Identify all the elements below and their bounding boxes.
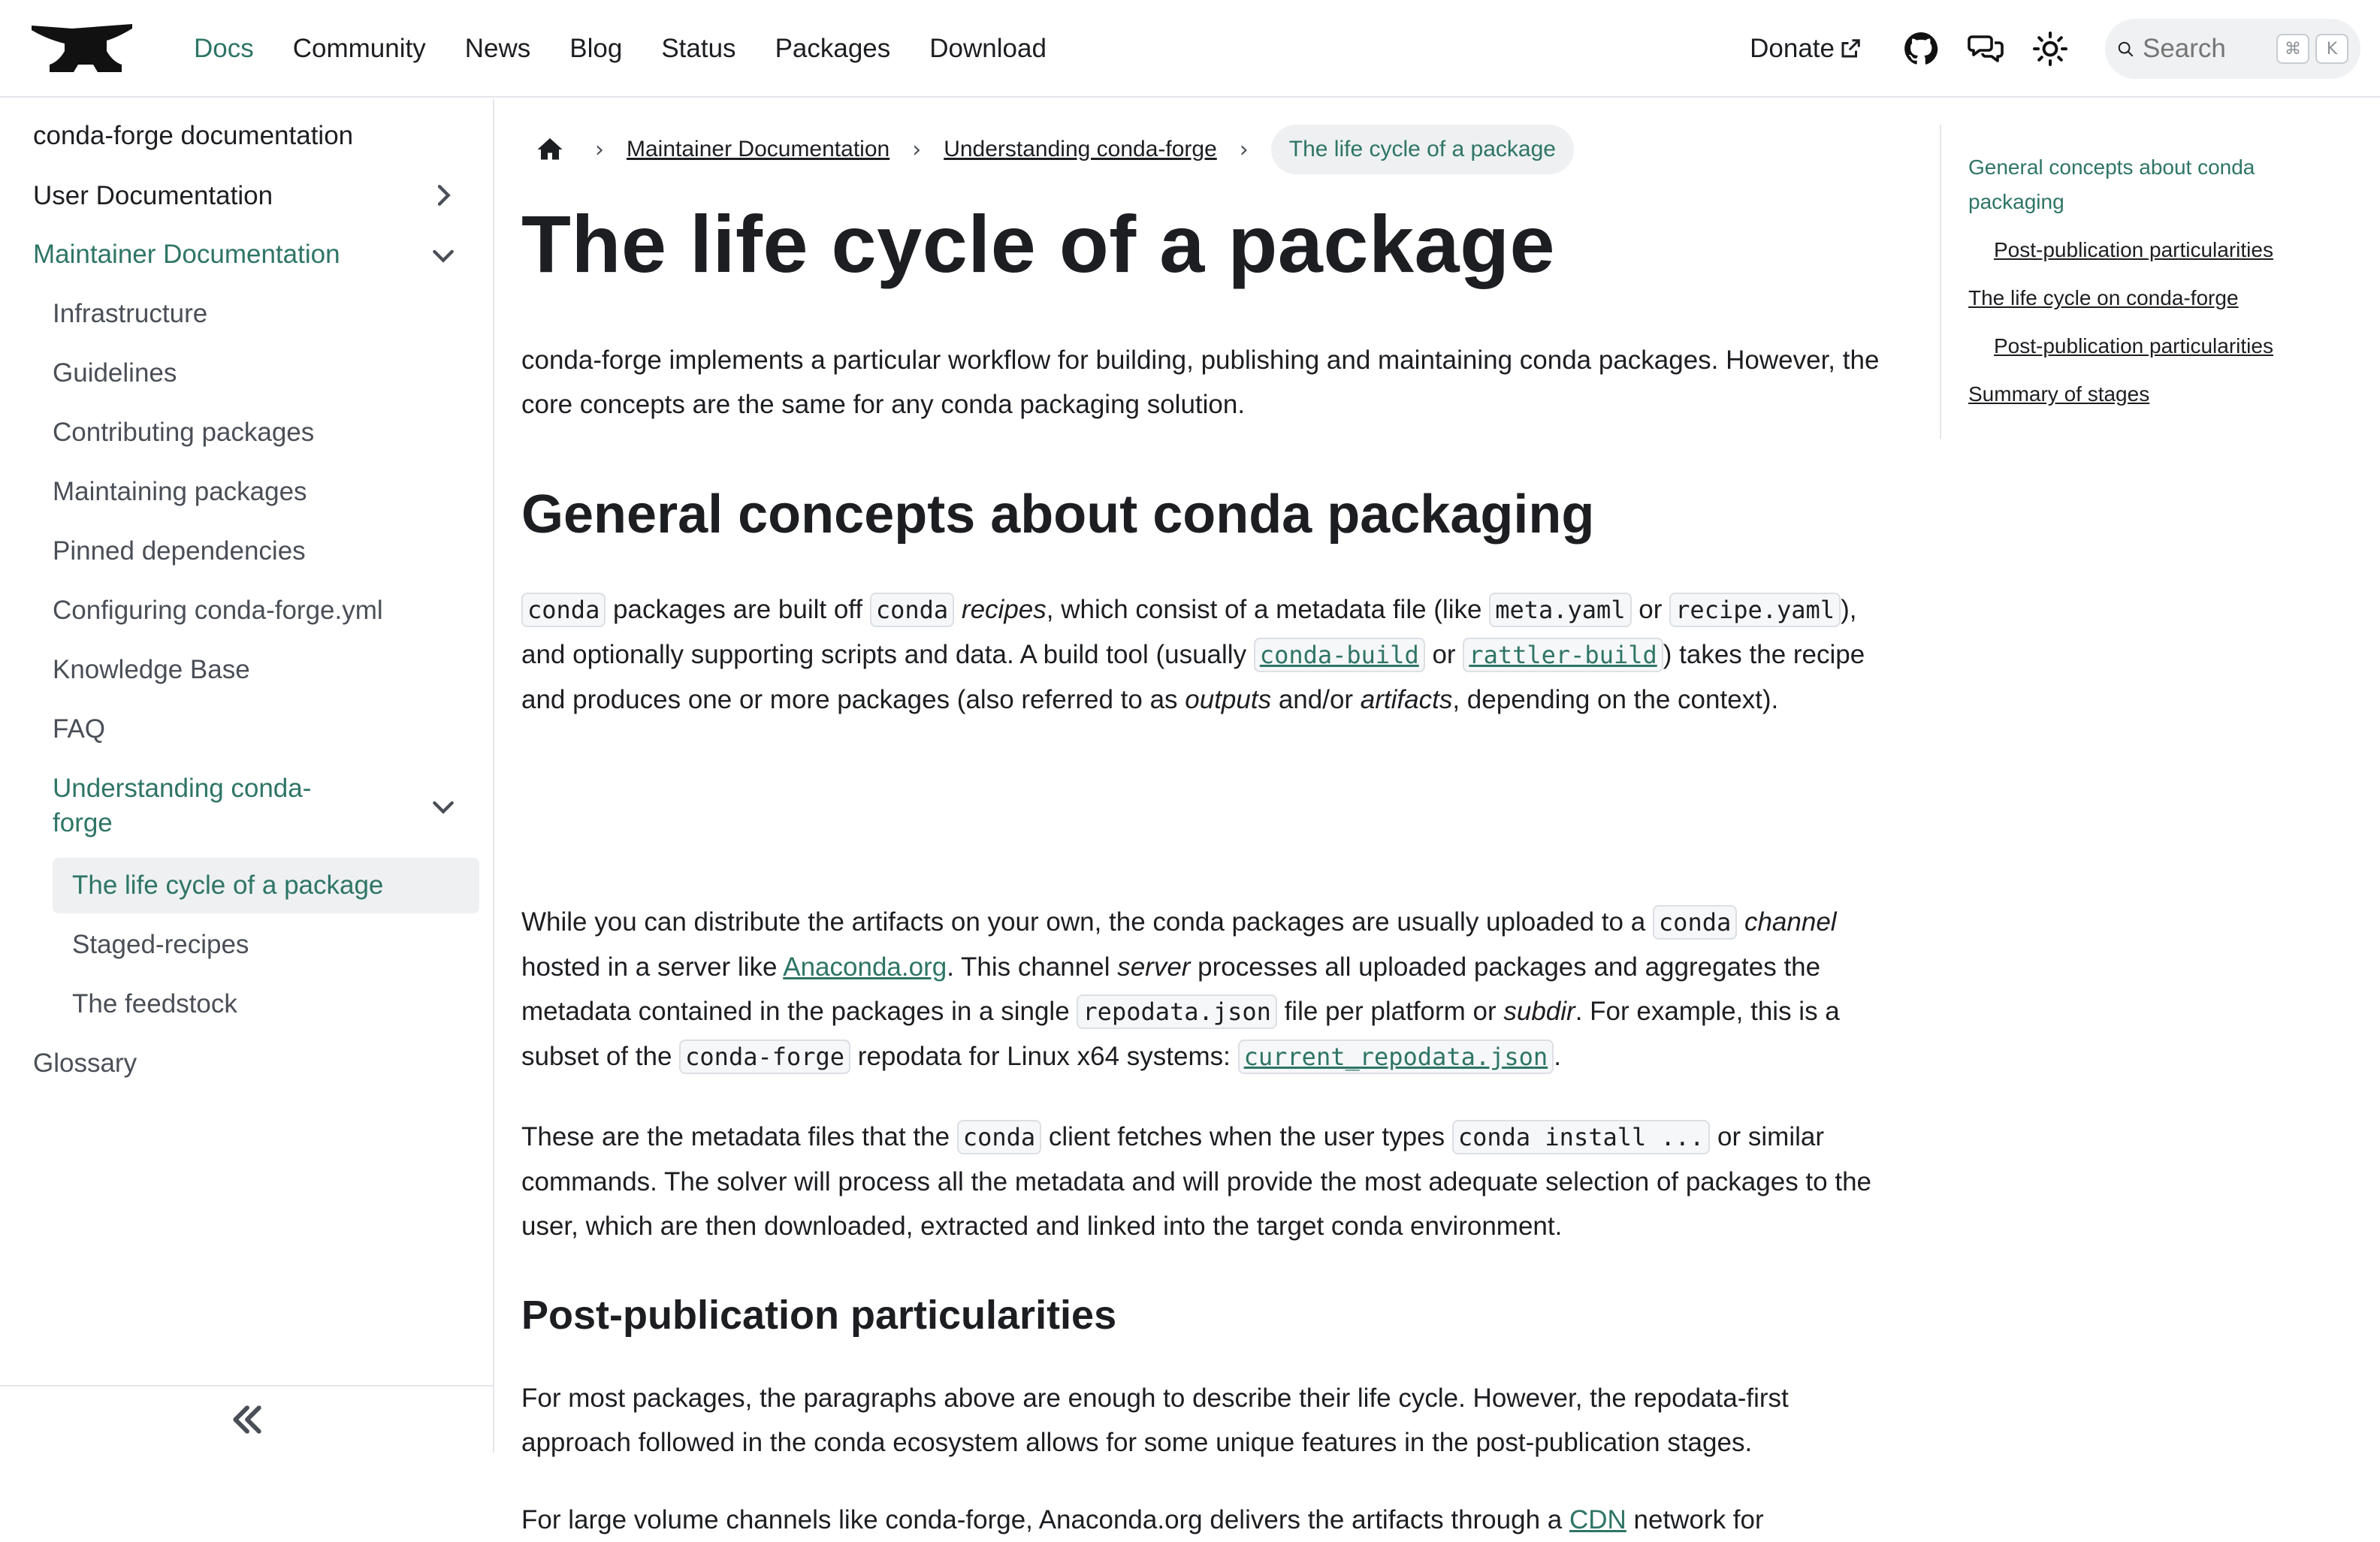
section-post-publication: Post-publication particularities <box>521 1293 1117 1338</box>
toc-life-cycle-conda-forge[interactable]: The life cycle on conda-forge <box>1968 286 2239 309</box>
inline-code: conda install ... <box>1452 1120 1711 1154</box>
link-cdn[interactable]: CDN <box>1569 1505 1626 1534</box>
paragraph-recipes <box>521 587 1896 723</box>
paragraph-post-publication: For most packages, the paragraphs above are enough to describe their life cycle. However, the repodata-first approach followed in the conda ecosystem allows for some unique features in the post-publication stages. <box>521 1384 1789 1457</box>
text: , depending on the context). <box>1452 685 1779 714</box>
section-general-concepts: General concepts about conda packaging <box>521 484 1595 545</box>
text <box>954 595 962 624</box>
sidebar-item-understanding-line1: Understanding conda- <box>53 774 312 803</box>
donate-link[interactable] <box>1750 34 1862 64</box>
text: . <box>1554 1042 1561 1071</box>
sidebar <box>0 99 494 1453</box>
toc-post-publication-2[interactable]: Post-publication particularities <box>1994 334 2273 358</box>
github-icon[interactable] <box>1901 29 1941 69</box>
link-anaconda-org[interactable]: Anaconda.org <box>783 952 947 982</box>
breadcrumb-maintainer-docs[interactable]: Maintainer Documentation <box>627 137 890 161</box>
chevron-right-icon[interactable] <box>428 180 458 210</box>
emphasis: outputs <box>1185 685 1272 714</box>
shortcut-k-key: K <box>2315 34 2348 64</box>
nav-download[interactable]: Download <box>929 34 1047 63</box>
home-icon[interactable] <box>527 127 572 172</box>
navbar-actions <box>1750 0 2360 98</box>
sidebar-item-glossary[interactable]: Glossary <box>33 1049 137 1078</box>
sun-icon[interactable] <box>2030 29 2070 69</box>
emphasis: channel <box>1744 907 1837 937</box>
nav-news[interactable]: News <box>464 34 531 63</box>
sidebar-item-home[interactable]: conda-forge documentation <box>33 121 354 150</box>
sidebar-item-understanding[interactable] <box>53 771 383 840</box>
breadcrumb-separator: › <box>1239 136 1249 163</box>
text: network for <box>1626 1505 1764 1534</box>
text: or <box>1631 595 1670 624</box>
nav-community[interactable]: Community <box>292 34 426 63</box>
breadcrumb-current: The life cycle of a package <box>1271 125 1574 174</box>
table-of-contents <box>1940 125 2345 439</box>
sidebar-item-pinned-deps[interactable]: Pinned dependencies <box>53 536 306 566</box>
inline-code: conda-forge <box>679 1040 850 1074</box>
sidebar-item-maintainer-docs[interactable]: Maintainer Documentation <box>33 240 340 269</box>
top-navbar <box>0 0 2380 98</box>
sidebar-item-infrastructure[interactable]: Infrastructure <box>53 299 208 328</box>
inline-code: repodata.json <box>1077 994 1276 1029</box>
sidebar-item-feedstock[interactable]: The feedstock <box>72 989 237 1018</box>
sidebar-item-contributing[interactable]: Contributing packages <box>53 418 315 447</box>
toc-post-publication-1[interactable]: Post-publication particularities <box>1994 238 2273 261</box>
inline-code: conda-build <box>1254 638 1425 672</box>
text: . This channel <box>947 952 1118 982</box>
inline-code: conda <box>1653 905 1737 940</box>
text: While you can distribute the artifacts on your own, the conda packages are usually uploaded to a <box>521 907 1653 937</box>
text: repodata for Linux x64 systems: <box>850 1042 1238 1071</box>
text: ) takes the recipe and produces one or more packages (also referred to as <box>521 640 1865 714</box>
sidebar-item-faq[interactable]: FAQ <box>53 714 106 744</box>
search-input[interactable] <box>2143 34 2270 64</box>
chevron-down-icon[interactable] <box>428 240 458 270</box>
nav-packages[interactable]: Packages <box>775 34 891 63</box>
nav-status[interactable]: Status <box>661 34 736 63</box>
emphasis: subdir <box>1503 997 1575 1026</box>
sidebar-item-user-docs[interactable]: User Documentation <box>33 181 273 210</box>
text: For large volume channels like conda-forge, Anaconda.org delivers the artifacts through a <box>521 1505 1569 1534</box>
text: . For example, this is a subset of the <box>521 997 1840 1071</box>
link-current-repodata[interactable] <box>1238 1042 1554 1071</box>
breadcrumb-separator: › <box>912 136 922 163</box>
main-nav <box>174 0 1066 98</box>
sidebar-item-understanding-line2: forge <box>53 808 113 837</box>
inline-code: conda <box>870 593 954 627</box>
breadcrumb-understanding[interactable]: Understanding conda-forge <box>944 137 1217 161</box>
paragraph-channels <box>521 900 1896 1079</box>
nav-blog[interactable]: Blog <box>569 34 623 63</box>
link-rattler-build[interactable] <box>1463 640 1663 669</box>
chevron-down-icon[interactable] <box>428 792 458 822</box>
inline-code: meta.yaml <box>1489 593 1631 627</box>
text <box>1737 907 1744 937</box>
sidebar-item-maintaining[interactable]: Maintaining packages <box>53 477 307 506</box>
emphasis: recipes <box>961 595 1047 624</box>
text: hosted in a server like <box>521 952 784 982</box>
toc-line: General concepts about conda <box>1968 155 2255 179</box>
paragraph-metadata <box>521 1115 1896 1248</box>
search-icon <box>2117 32 2134 65</box>
sidebar-item-configuring[interactable]: Configuring conda-forge.yml <box>53 596 383 625</box>
donate-label: Donate <box>1750 34 1835 63</box>
intro-paragraph: conda-forge implements a particular workflow for building, publishing and maintaining conda packages. However, the core concepts are the same for any conda packaging solution. <box>521 346 1880 419</box>
inline-code: recipe.yaml <box>1669 593 1841 627</box>
link-conda-build[interactable] <box>1254 640 1425 669</box>
text: or similar commands. The solver will process all the metadata and will provide the most adequate selection of packages to the user, which are then downloaded, extracted and linked into the target conda environment. <box>521 1122 1871 1241</box>
toc-line: packaging <box>1968 190 2064 213</box>
text: These are the metadata files that the <box>521 1122 957 1151</box>
search-box[interactable] <box>2105 19 2360 79</box>
emphasis: server <box>1117 952 1191 982</box>
sidebar-collapse-button[interactable] <box>0 1385 494 1453</box>
breadcrumb-separator: › <box>595 136 604 163</box>
text: , which consist of a metadata file (like <box>1046 595 1490 624</box>
sidebar-item-knowledge-base[interactable]: Knowledge Base <box>53 655 250 684</box>
double-chevron-left-icon <box>227 1399 267 1440</box>
text: packages are built off <box>606 595 870 624</box>
paragraph-cdn <box>521 1498 1896 1542</box>
inline-code: current_repodata.json <box>1238 1040 1554 1074</box>
inline-code: conda <box>957 1120 1041 1154</box>
sidebar-item-guidelines[interactable]: Guidelines <box>53 358 177 388</box>
chat-icon[interactable] <box>1965 29 2006 69</box>
page-title: The life cycle of a package <box>521 198 1556 289</box>
text: and/or <box>1271 685 1361 714</box>
nav-docs[interactable]: Docs <box>194 34 254 63</box>
toc-summary-of-stages[interactable]: Summary of stages <box>1968 382 2150 406</box>
inline-code: rattler-build <box>1463 638 1663 672</box>
sidebar-item-staged-recipes[interactable]: Staged-recipes <box>72 930 249 959</box>
text: client fetches when the user types <box>1041 1122 1452 1151</box>
anvil-logo[interactable] <box>29 21 135 75</box>
inline-code: conda <box>521 593 606 627</box>
toc-general-concepts[interactable] <box>1968 150 2329 219</box>
text: ), and optionally supporting scripts and data. A build tool (usually <box>521 595 1857 669</box>
emphasis: artifacts <box>1360 685 1453 714</box>
text: file per platform or <box>1276 997 1504 1026</box>
sidebar-item-life-cycle[interactable]: The life cycle of a package <box>72 871 384 900</box>
shortcut-cmd-key: ⌘ <box>2276 34 2309 64</box>
breadcrumb <box>521 123 1574 176</box>
text: or <box>1424 640 1463 669</box>
external-link-icon <box>1839 38 1862 60</box>
text: processes all uploaded packages and aggregates the metadata contained in the packages in a single <box>521 952 1821 1026</box>
